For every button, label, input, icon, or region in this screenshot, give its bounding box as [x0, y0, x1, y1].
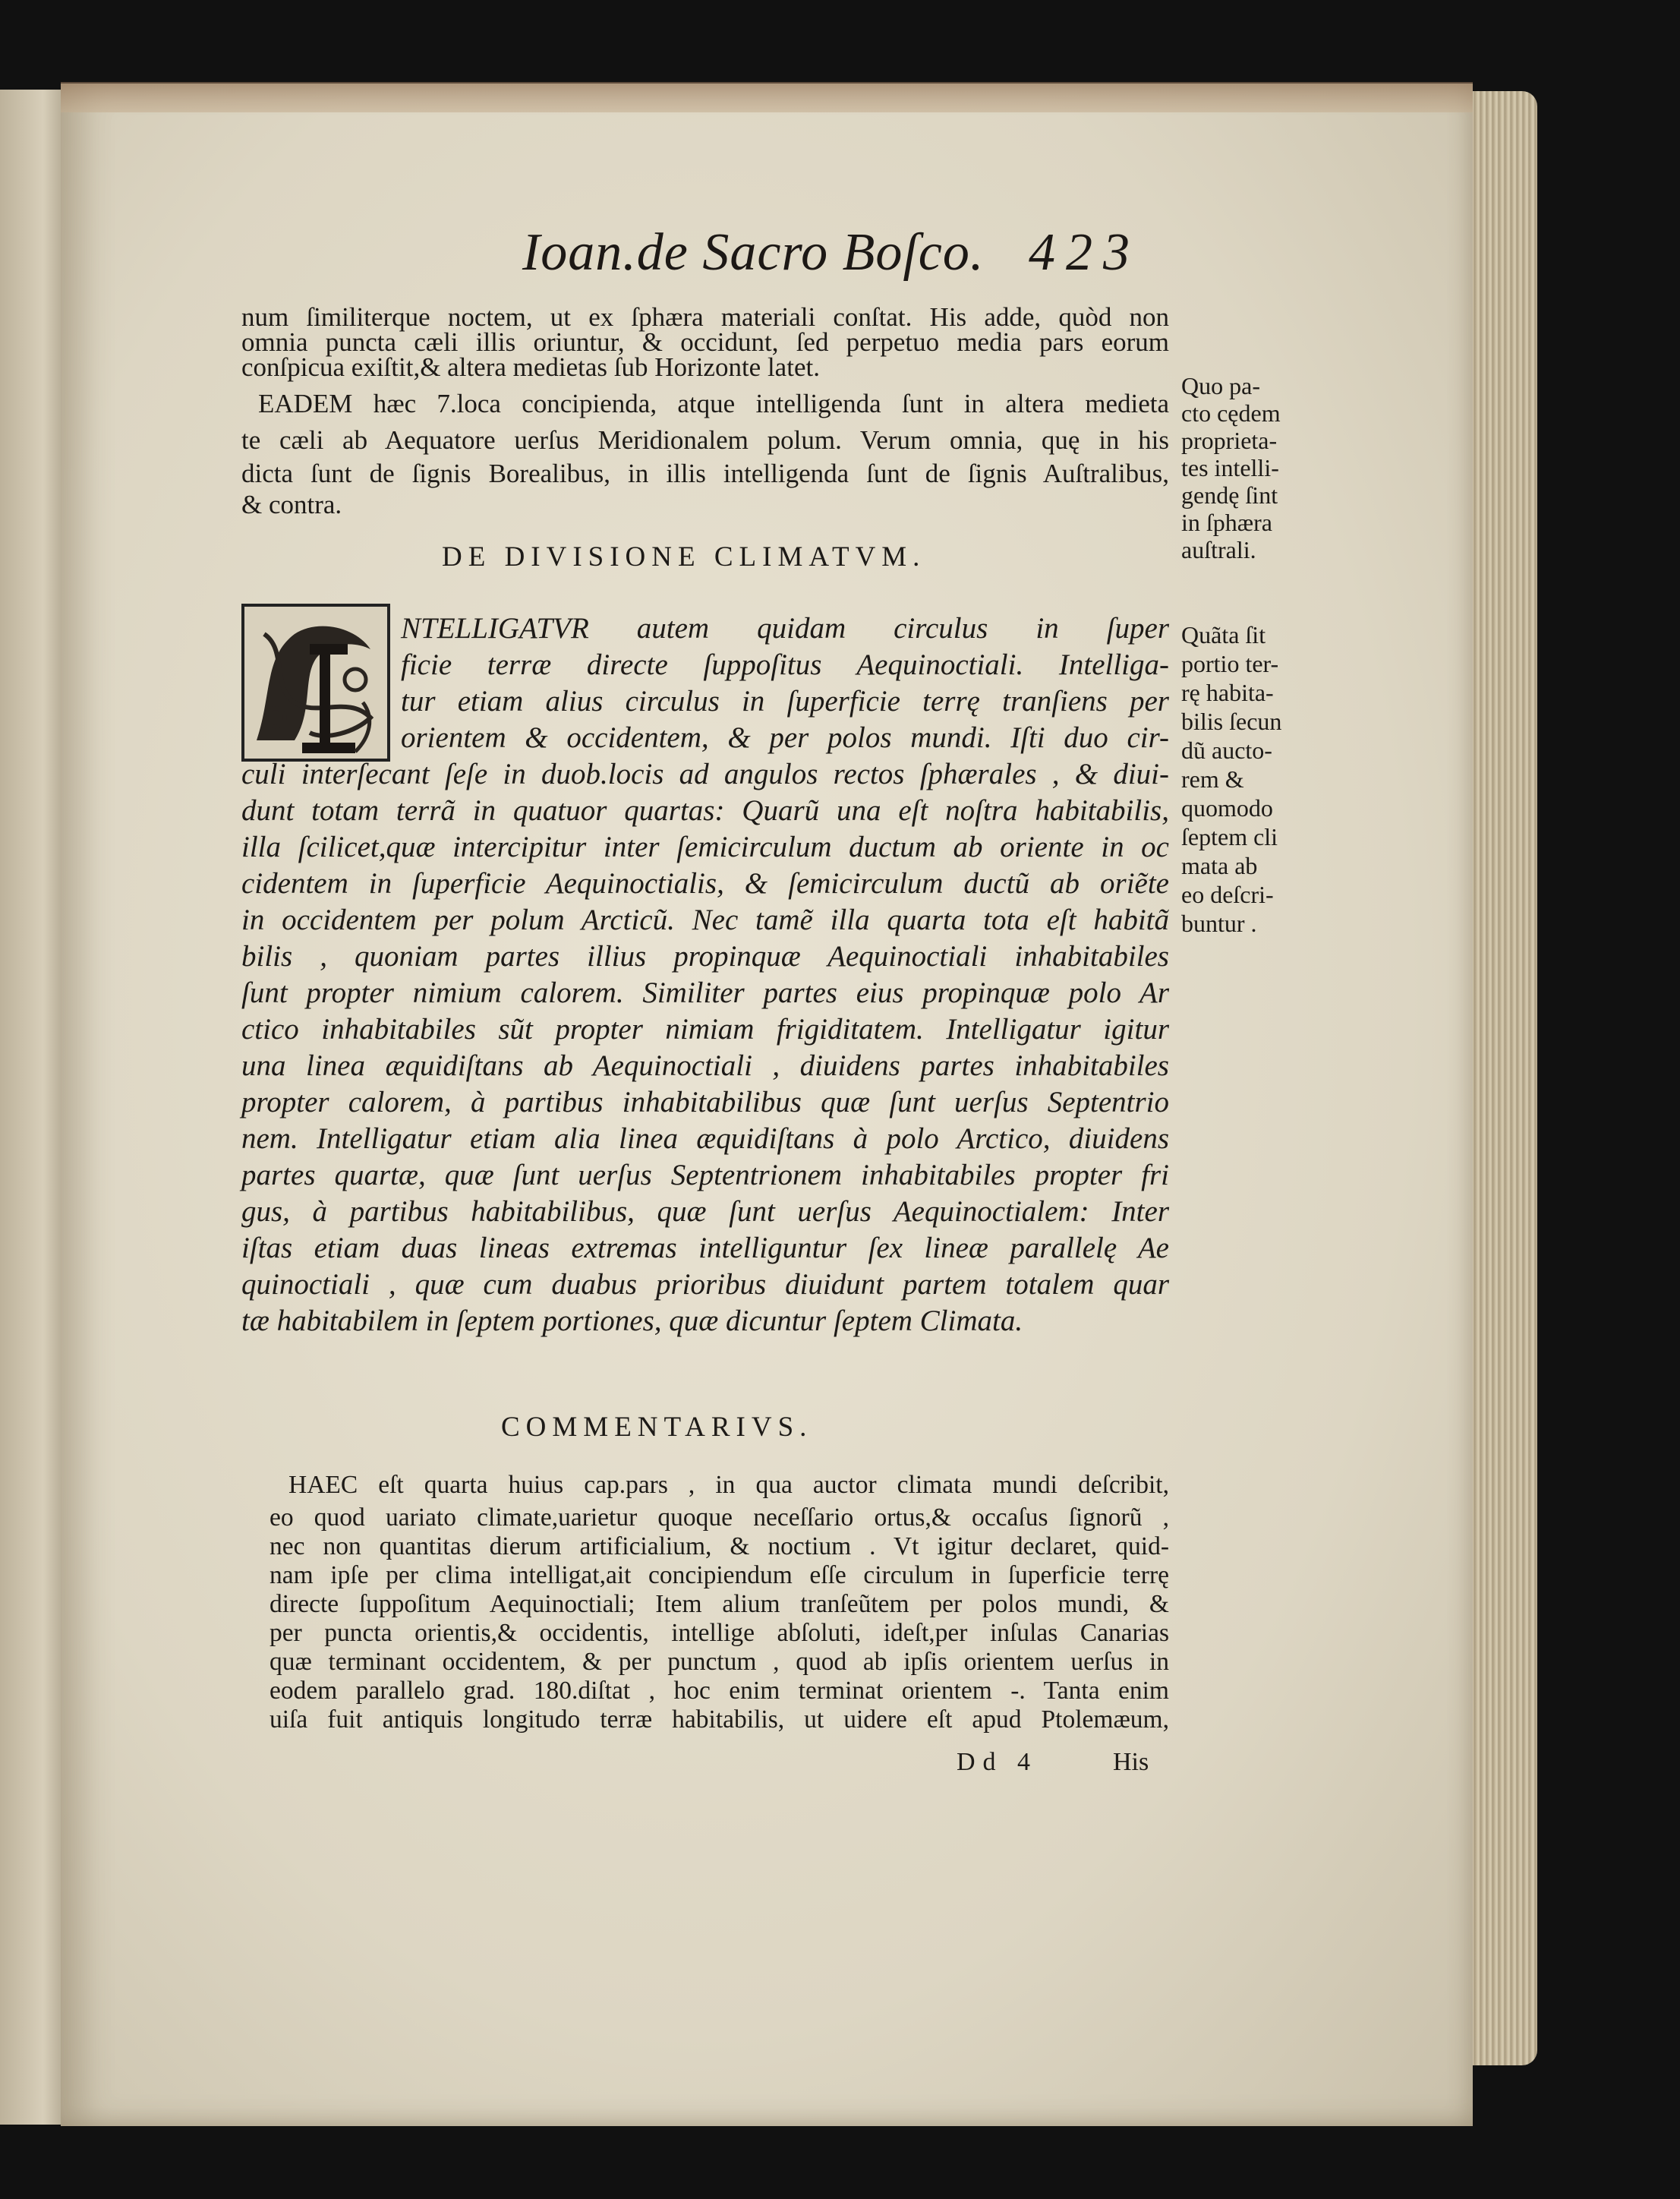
italic-line: tæ habitabilem in ſeptem portiones, quæ dicuntur ſeptem Climata. [241, 1305, 1023, 1337]
italic-line: culi interſecant ſeſe in duob.locis ad angulos rectos ſphærales , & diui- [241, 758, 1169, 790]
italic-line: quinoctiali , quæ cum duabus prioribus diuidunt partem totalem quar [241, 1268, 1169, 1301]
margin-note-line: gendę ſint [1181, 481, 1278, 509]
italic-line: NTELLIGATVR autem quidam circulus in ſuper [401, 612, 1169, 645]
italic-line: ſunt propter nimium calorem. Similiter partes eius propinquæ polo Ar [241, 976, 1169, 1009]
italic-line: ficie terræ directe ſuppoſitus Aequinoctiali. Intelliga- [401, 648, 1169, 681]
section-heading: DE DIVISIONE CLIMATVM. [442, 541, 926, 573]
italic-line: ctico inhabitabiles sũt propter nimiam frigiditatem. Intelligatur igitur [241, 1013, 1169, 1046]
running-head: Ioan.de Sacro Boſco. [522, 223, 985, 282]
folio-number: 423 [1029, 223, 1140, 282]
commentary-heading: COMMENTARIVS. [501, 1412, 813, 1443]
italic-line: cidentem in ſuperficie Aequinoctialis, & ſemicirculum ductũ ab oriẽte [241, 867, 1169, 900]
commentary-line: HAEC eſt quarta huius cap.pars , in qua auctor climata mundi deſcribit, [288, 1471, 1169, 1499]
italic-line: tur etiam alius circulus in ſuperficie terrę tranſiens per [401, 685, 1169, 718]
commentary-line: uiſa fuit antiquis longitudo terræ habitabilis, ut uidere eſt apud Ptolemæum, [269, 1705, 1169, 1734]
commentary-line: nam ipſe per clima intelligat,ait concipiendum eſſe circulum in ſuperficie terrę [269, 1561, 1169, 1589]
commentary-line: nec non quantitas dierum artificialium, & noctium . Vt igitur declaret, quid- [269, 1532, 1169, 1560]
body-line: num ſimiliterque noctem, ut ex ſphæra materiali conſtat. His adde, quòd non [241, 302, 1169, 332]
body-line: conſpicua exiſtit,& altera medietas ſub Horizonte latet. [241, 352, 820, 382]
margin-note-line: in ſphæra [1181, 509, 1272, 536]
margin-note-line: dũ aucto- [1181, 737, 1272, 764]
commentary-line: eo quod uariato climate,uarietur quoque neceſſario ortus,& occaſus ſignorũ , [269, 1503, 1169, 1532]
body-line: te cæli ab Aequatore uerſus Meridionalem polum. Verum omnia, quę in his [241, 425, 1169, 455]
margin-note-line: auſtrali. [1181, 536, 1256, 563]
body-line: EADEM hæc 7.loca concipienda, atque intelligenda ſunt in altera medieta [258, 389, 1169, 418]
commentary-line: directe ſuppoſitum Aequinoctiali; Item alium tranſeũtem per polos mundi, & [269, 1590, 1169, 1618]
margin-note-line: quomodo [1181, 794, 1273, 822]
italic-line: partes quartæ, quæ ſunt uerſus Septentrionem inhabitabiles propter fri [241, 1159, 1169, 1191]
margin-note-line: mata ab [1181, 852, 1258, 879]
signature-mark: Dd 4 [957, 1748, 1039, 1776]
margin-note-line: bilis ſecun [1181, 708, 1282, 735]
margin-note-line: eo deſcri- [1181, 881, 1274, 908]
margin-note-line: rę habita- [1181, 679, 1274, 706]
commentary-line: per puncta orientis,& occidentis, intellige abſoluti, ideſt,per inſulas Canarias [269, 1619, 1169, 1647]
italic-line: propter calorem, à partibus inhabitabilibus quæ ſunt uerſus Septentrio [241, 1086, 1169, 1118]
margin-note-line: Quãta ſit [1181, 621, 1266, 648]
body-line: dicta ſunt de ſignis Borealibus, in illis intelligenda ſunt de ſignis Auſtralibus, [241, 459, 1169, 488]
margin-note-line: rem & [1181, 765, 1244, 793]
margin-note-line: ſeptem cli [1181, 823, 1278, 850]
italic-line: nem. Intelligatur etiam alia linea æquidiſtans à polo Arctico, diuidens [241, 1122, 1169, 1155]
margin-note-line: portio ter- [1181, 650, 1279, 677]
italic-line: illa ſcilicet,quæ intercipitur inter ſemicirculum ductum ab oriente in oc [241, 831, 1169, 863]
italic-line: orientem & occidentem, & per polos mundi. Iſti duo cir- [401, 721, 1169, 754]
margin-note-line: proprieta- [1181, 427, 1278, 454]
italic-line: dunt totam terrã in quatuor quartas: Quarũ una eſt noſtra habitabilis, [241, 794, 1169, 827]
margin-note-line: buntur . [1181, 910, 1257, 937]
italic-line: iſtas etiam duas lineas extremas intelliguntur ſex lineæ parallelę Ae [241, 1232, 1169, 1264]
body-line: & contra. [241, 490, 342, 519]
margin-note-line: cto cędem [1181, 399, 1281, 427]
italic-line: una linea æquidiſtans ab Aequinoctiali , diuidens partes inhabitabiles [241, 1049, 1169, 1082]
commentary-line: quæ terminant occidentem, & per punctum , quod ab ipſis orientem uerſus in [269, 1648, 1169, 1676]
catchword: His [1113, 1748, 1149, 1776]
italic-line: bilis , quoniam partes illius propinquæ Aequinoctiali inhabitabiles [241, 940, 1169, 973]
italic-line: gus, à partibus habitabilibus, quæ ſunt uerſus Aequinoctialem: Inter [241, 1195, 1169, 1228]
commentary-line: eodem parallelo grad. 180.diſtat , hoc enim terminat orientem -. Tanta enim [269, 1677, 1169, 1705]
margin-note-line: tes intelli- [1181, 454, 1279, 481]
body-line: omnia puncta cæli illis oriuntur, & occidunt, ſed perpetuo media pars eorum [241, 327, 1169, 357]
italic-line: in occidentem per polum Arcticũ. Nec tamẽ illa quarta tota eſt habitã [241, 904, 1169, 936]
margin-note-line: Quo pa- [1181, 372, 1260, 399]
page-top-edge [61, 82, 1473, 112]
decorated-initial [241, 604, 390, 762]
